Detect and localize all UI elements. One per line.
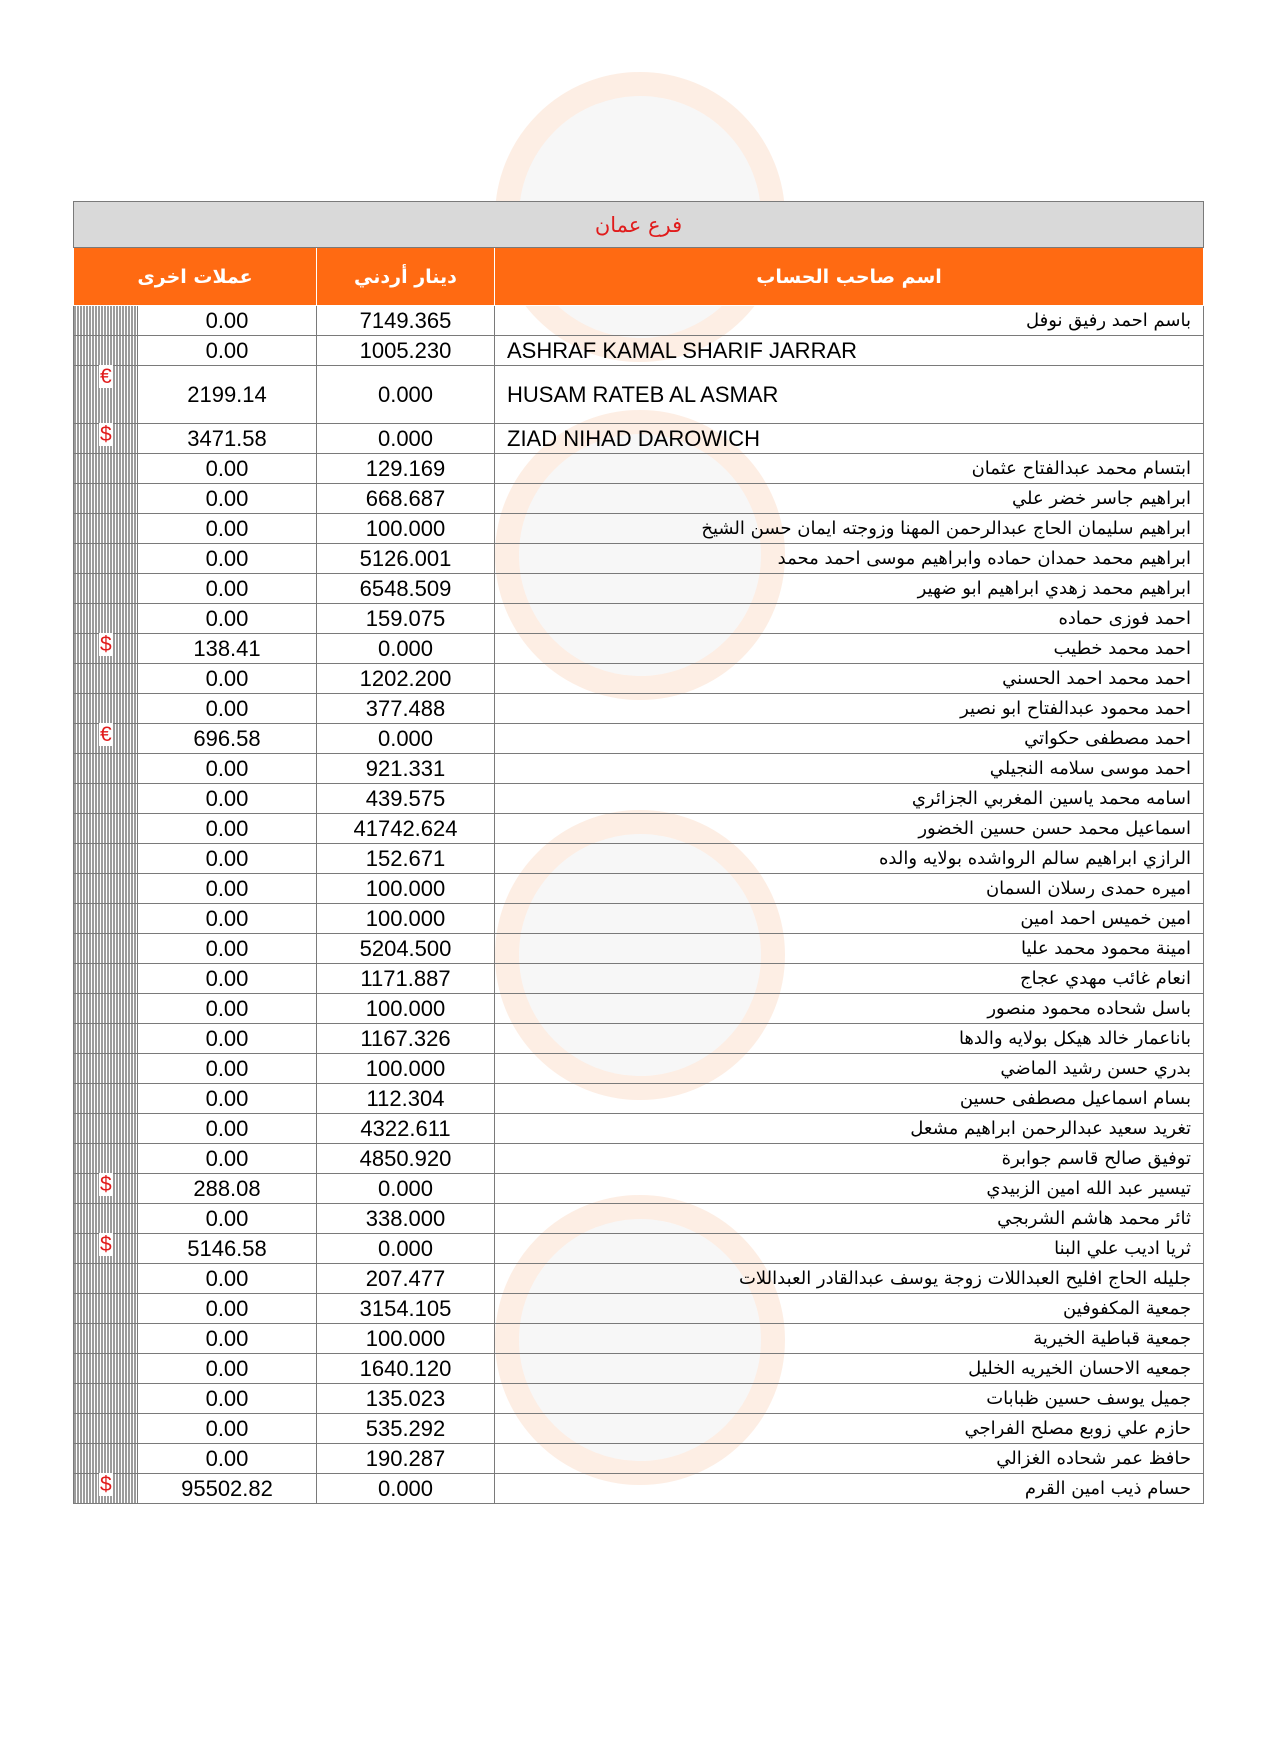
account-holder-name: اميره حمدى رسلان السمان <box>495 874 1204 904</box>
currency-symbol <box>74 604 138 634</box>
other-currency-amount: 0.00 <box>138 604 317 634</box>
currency-symbol <box>74 994 138 1024</box>
currency-symbol <box>74 366 138 424</box>
account-holder-name: احمد محمد خطيب <box>495 634 1204 664</box>
table-row <box>74 1354 1204 1384</box>
header-row <box>74 248 1204 306</box>
other-currency-amount: 2199.14 <box>138 366 317 424</box>
other-currency-amount: 5146.58 <box>138 1234 317 1264</box>
account-holder-name: اسامه محمد ياسين المغربي الجزائري <box>495 784 1204 814</box>
currency-symbol <box>74 454 138 484</box>
table-row <box>74 604 1204 634</box>
table-row <box>74 904 1204 934</box>
table-row <box>74 424 1204 454</box>
currency-symbol <box>74 1114 138 1144</box>
account-holder-name: ZIAD NIHAD DAROWICH <box>495 424 1204 454</box>
currency-symbol <box>74 336 138 366</box>
table-row <box>74 1054 1204 1084</box>
other-currency-amount: 0.00 <box>138 1264 317 1294</box>
account-holder-name: ابراهيم جاسر خضر علي <box>495 484 1204 514</box>
currency-symbol <box>74 1324 138 1354</box>
jod-amount: 129.169 <box>317 454 495 484</box>
currency-symbol <box>74 874 138 904</box>
table-row <box>74 1444 1204 1474</box>
other-currency-amount: 0.00 <box>138 1084 317 1114</box>
account-holder-name: تغريد سعيد عبدالرحمن ابراهيم مشعل <box>495 1114 1204 1144</box>
account-holder-name: حافظ عمر شحاده الغزالي <box>495 1444 1204 1474</box>
other-currency-amount: 0.00 <box>138 664 317 694</box>
currency-symbol <box>74 844 138 874</box>
currency-symbol <box>74 724 138 754</box>
other-currency-amount: 0.00 <box>138 934 317 964</box>
jod-amount: 6548.509 <box>317 574 495 604</box>
currency-symbol-text: $ <box>100 423 112 446</box>
other-currency-amount: 0.00 <box>138 484 317 514</box>
account-holder-name: باسل شحاده محمود منصور <box>495 994 1204 1024</box>
account-holder-name: ابراهيم سليمان الحاج عبدالرحمن المهنا وزوجته ايمان حسن الشيخ <box>495 514 1204 544</box>
currency-symbol <box>74 1174 138 1204</box>
table-row <box>74 1384 1204 1414</box>
account-holder-name: تيسير عبد الله امين الزبيدي <box>495 1174 1204 1204</box>
currency-symbol <box>74 306 138 336</box>
currency-symbol-text: $ <box>100 1173 112 1196</box>
account-holder-name: جليله الحاج افليح العبداللات زوجة يوسف عبدالقادر العبداللات <box>495 1264 1204 1294</box>
currency-symbol <box>74 1444 138 1474</box>
other-currency-amount: 0.00 <box>138 814 317 844</box>
currency-symbol <box>74 784 138 814</box>
currency-symbol <box>74 904 138 934</box>
currency-symbol <box>74 484 138 514</box>
table-row <box>74 1174 1204 1204</box>
account-holder-name: امينة محمود محمد عليا <box>495 934 1204 964</box>
table-row <box>74 1264 1204 1294</box>
currency-symbol-text: $ <box>100 1233 112 1256</box>
account-holder-name: باناعمار خالد هيكل بولايه والدها <box>495 1024 1204 1054</box>
currency-symbol <box>74 754 138 784</box>
currency-symbol <box>74 1474 138 1504</box>
table-row <box>74 1294 1204 1324</box>
currency-symbol <box>74 424 138 454</box>
jod-amount: 1171.887 <box>317 964 495 994</box>
account-holder-name: اسماعيل محمد حسن حسين الخضور <box>495 814 1204 844</box>
table-row <box>74 994 1204 1024</box>
account-holder-name: جمعيه الاحسان الخيريه الخليل <box>495 1354 1204 1384</box>
jod-amount: 0.000 <box>317 1174 495 1204</box>
currency-symbol <box>74 1054 138 1084</box>
jod-amount: 0.000 <box>317 634 495 664</box>
jod-amount: 1202.200 <box>317 664 495 694</box>
jod-amount: 439.575 <box>317 784 495 814</box>
currency-symbol <box>74 814 138 844</box>
currency-symbol <box>74 1024 138 1054</box>
other-currency-amount: 0.00 <box>138 514 317 544</box>
other-currency-amount: 0.00 <box>138 1114 317 1144</box>
table-row <box>74 724 1204 754</box>
jod-amount: 377.488 <box>317 694 495 724</box>
currency-symbol <box>74 1384 138 1414</box>
currency-symbol-text: € <box>100 723 112 746</box>
table-row <box>74 754 1204 784</box>
account-holder-name: ابتسام محمد عبدالفتاح عثمان <box>495 454 1204 484</box>
jod-amount: 3154.105 <box>317 1294 495 1324</box>
currency-symbol <box>74 634 138 664</box>
currency-symbol <box>74 964 138 994</box>
jod-amount: 135.023 <box>317 1384 495 1414</box>
currency-symbol <box>74 1234 138 1264</box>
jod-amount: 7149.365 <box>317 306 495 336</box>
jod-amount: 4322.611 <box>317 1114 495 1144</box>
other-currency-amount: 0.00 <box>138 1294 317 1324</box>
account-holder-name: احمد محمود عبدالفتاح ابو نصير <box>495 694 1204 724</box>
account-holder-name: امين خميس احمد امين <box>495 904 1204 934</box>
table-row <box>74 574 1204 604</box>
jod-amount: 5126.001 <box>317 544 495 574</box>
other-currency-amount: 0.00 <box>138 544 317 574</box>
other-currency-amount: 0.00 <box>138 1024 317 1054</box>
table-row <box>74 454 1204 484</box>
jod-amount: 100.000 <box>317 874 495 904</box>
other-currency-amount: 0.00 <box>138 994 317 1024</box>
other-currency-amount: 0.00 <box>138 306 317 336</box>
other-currency-amount: 288.08 <box>138 1174 317 1204</box>
other-currency-amount: 0.00 <box>138 874 317 904</box>
table-row <box>74 366 1204 424</box>
account-holder-name: بسام اسماعيل مصطفى حسين <box>495 1084 1204 1114</box>
currency-symbol <box>74 544 138 574</box>
currency-symbol-text: € <box>100 365 112 388</box>
jod-amount: 1640.120 <box>317 1354 495 1384</box>
account-holder-name: HUSAM RATEB AL ASMAR <box>495 366 1204 424</box>
table-row <box>74 544 1204 574</box>
jod-amount: 338.000 <box>317 1204 495 1234</box>
table-row <box>74 844 1204 874</box>
jod-amount: 41742.624 <box>317 814 495 844</box>
currency-symbol-text: $ <box>100 1473 112 1496</box>
account-holder-name: ثريا اديب علي البنا <box>495 1234 1204 1264</box>
other-currency-amount: 0.00 <box>138 1414 317 1444</box>
jod-amount: 921.331 <box>317 754 495 784</box>
other-currency-amount: 0.00 <box>138 694 317 724</box>
currency-symbol <box>74 694 138 724</box>
other-currency-amount: 0.00 <box>138 574 317 604</box>
other-currency-amount: 0.00 <box>138 1354 317 1384</box>
account-holder-name: ابراهيم محمد حمدان حماده وابراهيم موسى احمد محمد <box>495 544 1204 574</box>
table-row <box>74 1114 1204 1144</box>
table-row <box>74 1084 1204 1114</box>
other-currency-amount: 0.00 <box>138 1384 317 1414</box>
other-currency-amount: 0.00 <box>138 844 317 874</box>
other-currency-amount: 0.00 <box>138 336 317 366</box>
jod-amount: 100.000 <box>317 1054 495 1084</box>
account-holder-name: حسام ذيب امين القرم <box>495 1474 1204 1504</box>
currency-symbol <box>74 1144 138 1174</box>
account-holder-name: احمد موسى سلامه النجيلي <box>495 754 1204 784</box>
header-account-holder: اسم صاحب الحساب <box>495 248 1204 306</box>
account-holder-name: ثائر محمد هاشم الشربجي <box>495 1204 1204 1234</box>
jod-amount: 0.000 <box>317 366 495 424</box>
table-row <box>74 336 1204 366</box>
jod-amount: 0.000 <box>317 724 495 754</box>
account-holder-name: احمد فوزى حماده <box>495 604 1204 634</box>
account-holder-name: جمعية قباطية الخيرية <box>495 1324 1204 1354</box>
table-row <box>74 1324 1204 1354</box>
jod-amount: 0.000 <box>317 424 495 454</box>
other-currency-amount: 0.00 <box>138 454 317 484</box>
table-row <box>74 1474 1204 1504</box>
currency-symbol <box>74 1204 138 1234</box>
table-row <box>74 1024 1204 1054</box>
jod-amount: 1167.326 <box>317 1024 495 1054</box>
branch-title: فرع عمان <box>74 202 1204 248</box>
jod-amount: 4850.920 <box>317 1144 495 1174</box>
jod-amount: 1005.230 <box>317 336 495 366</box>
currency-symbol <box>74 1354 138 1384</box>
account-holder-name: احمد محمد احمد الحسني <box>495 664 1204 694</box>
other-currency-amount: 0.00 <box>138 1444 317 1474</box>
other-currency-amount: 0.00 <box>138 1054 317 1084</box>
currency-symbol <box>74 514 138 544</box>
other-currency-amount: 3471.58 <box>138 424 317 454</box>
account-holder-name: ASHRAF KAMAL SHARIF JARRAR <box>495 336 1204 366</box>
other-currency-amount: 0.00 <box>138 904 317 934</box>
jod-amount: 535.292 <box>317 1414 495 1444</box>
jod-amount: 5204.500 <box>317 934 495 964</box>
table-row <box>74 934 1204 964</box>
account-holder-name: بدري حسن رشيد الماضي <box>495 1054 1204 1084</box>
jod-amount: 152.671 <box>317 844 495 874</box>
table-row <box>74 1144 1204 1174</box>
account-holder-name: توفيق صالح قاسم جوابرة <box>495 1144 1204 1174</box>
table-row <box>74 784 1204 814</box>
currency-symbol <box>74 664 138 694</box>
jod-amount: 100.000 <box>317 994 495 1024</box>
currency-symbol <box>74 1264 138 1294</box>
jod-amount: 207.477 <box>317 1264 495 1294</box>
account-holder-name: ابراهيم محمد زهدي ابراهيم ابو ضهير <box>495 574 1204 604</box>
table-row <box>74 634 1204 664</box>
table-row <box>74 484 1204 514</box>
other-currency-amount: 0.00 <box>138 754 317 784</box>
currency-symbol <box>74 1414 138 1444</box>
other-currency-amount: 0.00 <box>138 1144 317 1174</box>
table-row <box>74 1204 1204 1234</box>
other-currency-amount: 95502.82 <box>138 1474 317 1504</box>
jod-amount: 0.000 <box>317 1234 495 1264</box>
accounts-table <box>73 201 1204 1504</box>
jod-amount: 159.075 <box>317 604 495 634</box>
table-row <box>74 694 1204 724</box>
table-row <box>74 1414 1204 1444</box>
account-holder-name: انعام غائب مهدي عجاج <box>495 964 1204 994</box>
jod-amount: 100.000 <box>317 514 495 544</box>
other-currency-amount: 696.58 <box>138 724 317 754</box>
jod-amount: 100.000 <box>317 904 495 934</box>
header-other-currencies: عملات اخرى <box>74 248 317 306</box>
table-row <box>74 514 1204 544</box>
table-row <box>74 964 1204 994</box>
table-row <box>74 664 1204 694</box>
table-row <box>74 814 1204 844</box>
currency-symbol <box>74 574 138 604</box>
other-currency-amount: 0.00 <box>138 1204 317 1234</box>
table-row <box>74 874 1204 904</box>
table-row <box>74 1234 1204 1264</box>
currency-symbol <box>74 1084 138 1114</box>
jod-amount: 668.687 <box>317 484 495 514</box>
jod-amount: 190.287 <box>317 1444 495 1474</box>
header-jordanian-dinar: دينار أردني <box>317 248 495 306</box>
account-holder-name: احمد مصطفى حكواتي <box>495 724 1204 754</box>
account-holder-name: باسم احمد رفيق نوفل <box>495 306 1204 336</box>
account-holder-name: الرازي ابراهيم سالم الرواشده بولايه والده <box>495 844 1204 874</box>
currency-symbol <box>74 934 138 964</box>
jod-amount: 100.000 <box>317 1324 495 1354</box>
account-holder-name: حازم علي زوبع مصلح الفراجي <box>495 1414 1204 1444</box>
account-holder-name: جميل يوسف حسين ظبابات <box>495 1384 1204 1414</box>
other-currency-amount: 138.41 <box>138 634 317 664</box>
other-currency-amount: 0.00 <box>138 1324 317 1354</box>
currency-symbol-text: $ <box>100 633 112 656</box>
table-row <box>74 306 1204 336</box>
jod-amount: 0.000 <box>317 1474 495 1504</box>
jod-amount: 112.304 <box>317 1084 495 1114</box>
currency-symbol <box>74 1294 138 1324</box>
other-currency-amount: 0.00 <box>138 964 317 994</box>
other-currency-amount: 0.00 <box>138 784 317 814</box>
account-holder-name: جمعية المكفوفين <box>495 1294 1204 1324</box>
